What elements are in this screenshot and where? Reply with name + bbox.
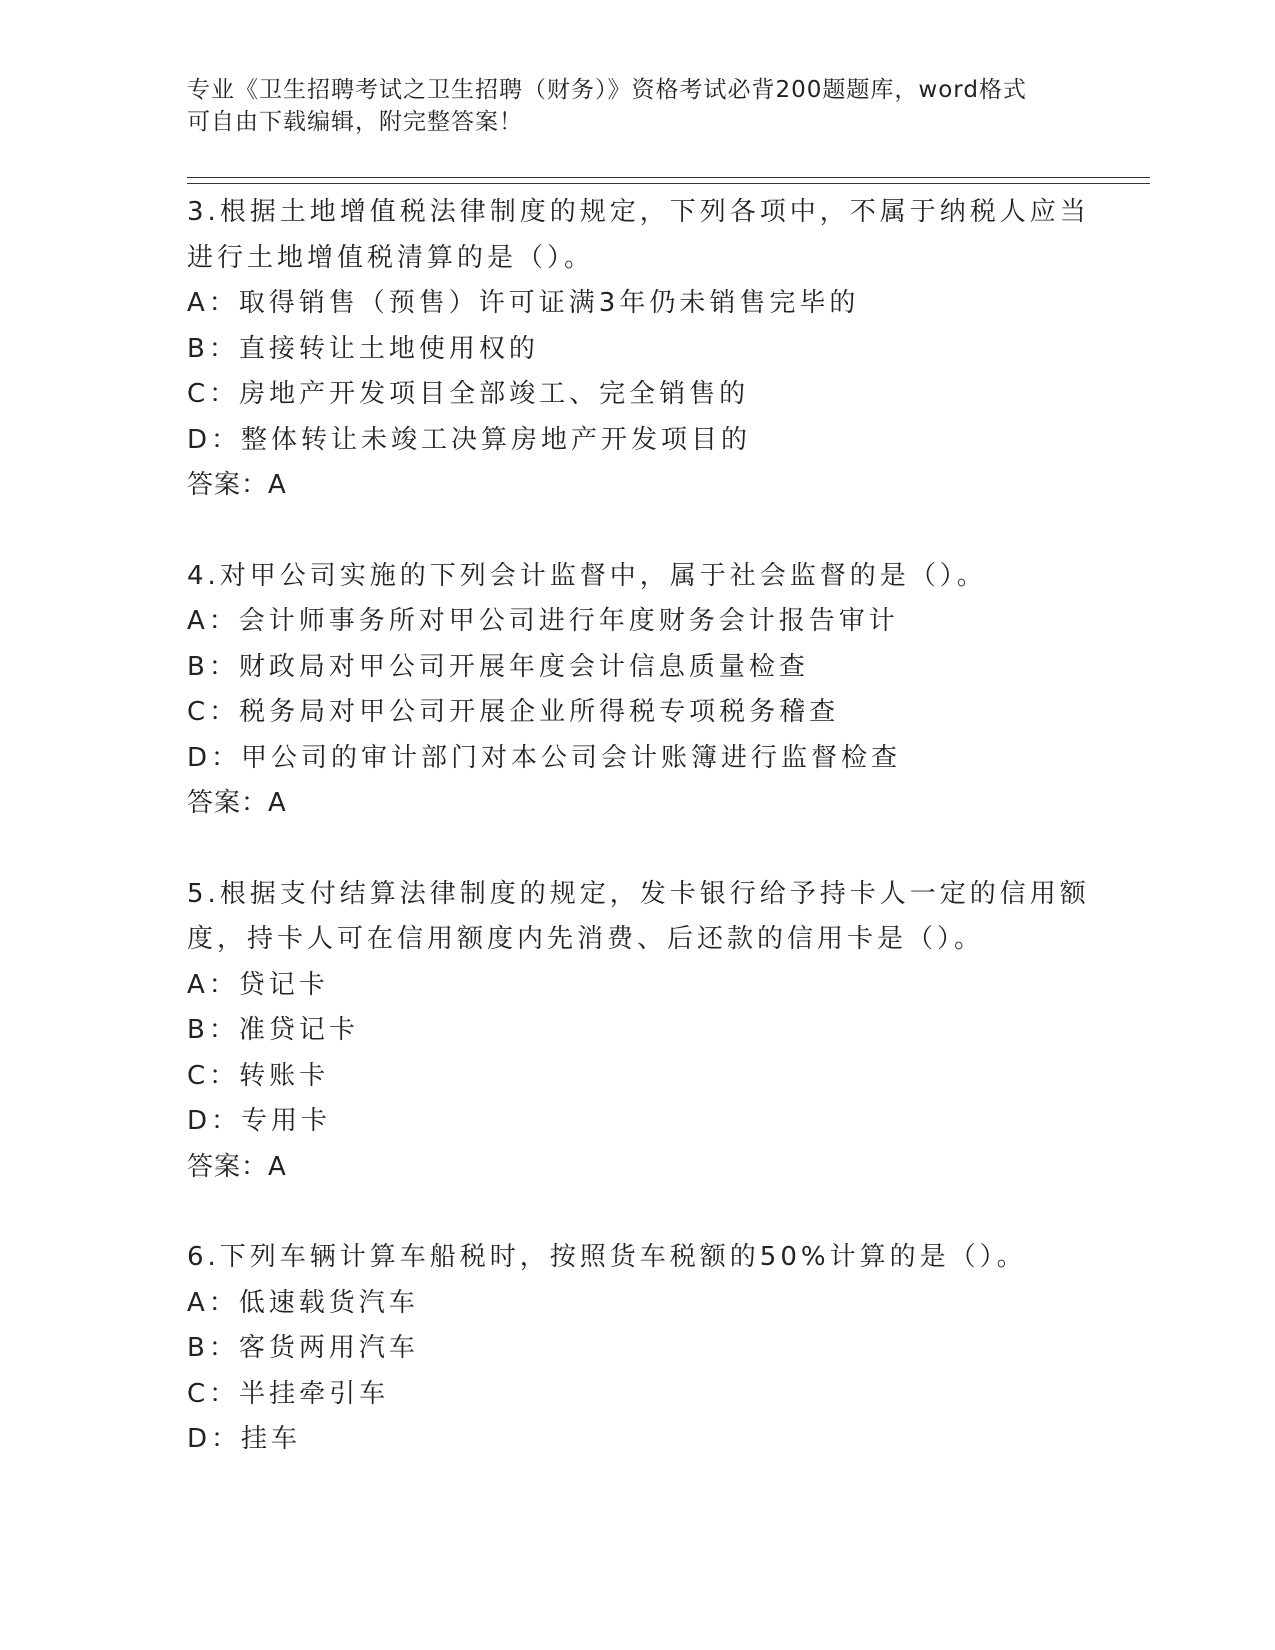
answer-line: 答案：A [187,470,287,500]
question-stem-line: 度，持卡人可在信用额度内先消费、后还款的信用卡是（）。 [187,924,985,954]
option-b: B：客货两用汽车 [187,1333,419,1363]
option-a: A：低速载货汽车 [187,1287,419,1318]
option-b: B：直接转让土地使用权的 [187,333,539,364]
option-a: A：取得销售（预售）许可证满3年仍未销售完毕的 [187,288,860,318]
option-c: C：转账卡 [187,1060,330,1091]
option-d: D：整体转让未竣工决算房地产开发项目的 [187,424,752,455]
option-c: C：房地产开发项目全部竣工、完全销售的 [187,379,750,409]
header-divider-bottom [187,183,1150,184]
option-d: D：甲公司的审计部门对本公司会计账簿进行监督检查 [187,742,902,773]
question-stem-line: 6.下列车辆计算车船税时，按照货车税额的50%计算的是（）。 [187,1242,1027,1272]
option-b: B：财政局对甲公司开展年度会计信息质量检查 [187,651,809,682]
question-3 [187,190,1090,509]
header-line-1: 专业《卫生招聘考试之卫生招聘（财务）》资格考试必背200题题库，word格式 [187,77,1027,103]
option-b: B：准贷记卡 [187,1015,359,1045]
option-d: D：专用卡 [187,1106,332,1136]
question-6 [187,1235,1087,1463]
question-stem-line: 4.对甲公司实施的下列会计监督中，属于社会监督的是（）。 [187,560,987,591]
document-header [187,74,1067,138]
option-a: A：贷记卡 [187,969,329,1000]
question-stem-line: 5.根据支付结算法律制度的规定，发卡银行给予持卡人一定的信用额 [187,878,1090,909]
option-c: C：半挂牵引车 [187,1378,390,1409]
option-a: A：会计师事务所对甲公司进行年度财务会计报告审计 [187,606,899,636]
answer-line: 答案：A [187,788,287,818]
header-divider-top [187,177,1150,178]
question-4 [187,554,1087,827]
answer-line: 答案：A [187,1151,287,1182]
question-stem-line: 进行土地增值税清算的是（）。 [187,242,595,273]
question-list [187,190,1090,1508]
question-stem-line: 3.根据土地增值税法律制度的规定，下列各项中，不属于纳税人应当 [187,197,1090,227]
question-5 [187,872,1090,1191]
option-c: C：税务局对甲公司开展企业所得税专项税务稽查 [187,697,840,727]
option-d: D：挂车 [187,1424,302,1454]
header-line-2: 可自由下载编辑，附完整答案！ [187,109,523,135]
